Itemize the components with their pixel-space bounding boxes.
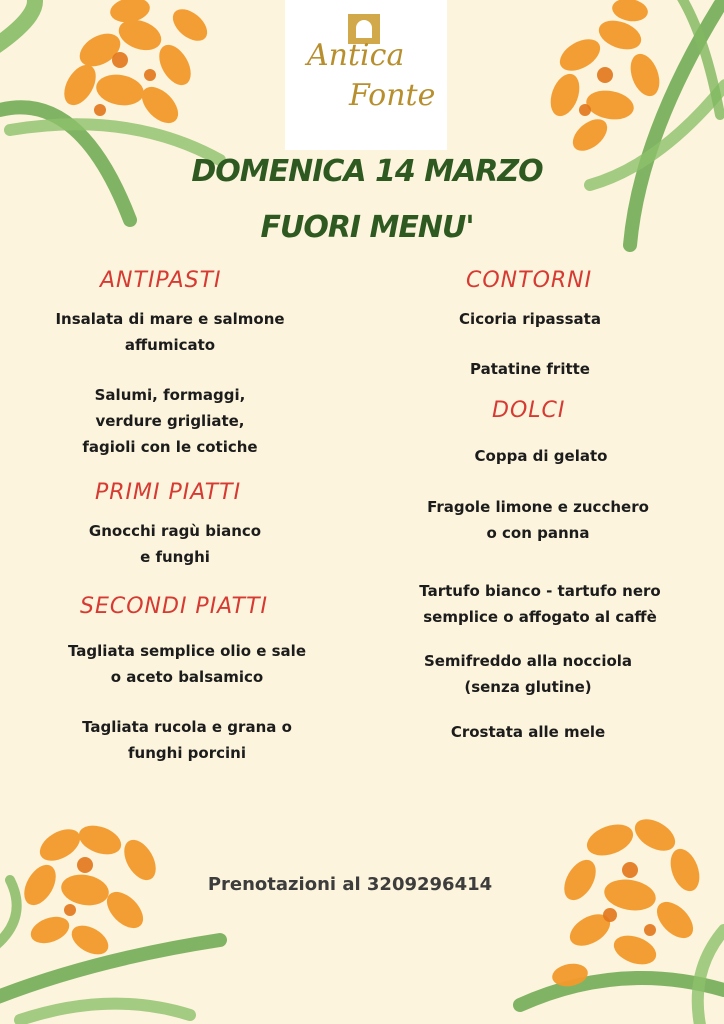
menu-item-line: (senza glutine) bbox=[464, 678, 592, 696]
menu-date-title: DOMENICA 14 MARZO bbox=[191, 154, 543, 189]
menu-item-line: Coppa di gelato bbox=[474, 447, 608, 465]
menu-item-line: Crostata alle mele bbox=[450, 723, 606, 741]
menu-item-line: affumicato bbox=[124, 336, 216, 354]
menu-item bbox=[37, 714, 337, 766]
menu-item-line: fagioli con le cotiche bbox=[82, 438, 258, 456]
section-heading-primi: PRIMI PIATTI bbox=[95, 480, 242, 505]
restaurant-logo bbox=[285, 0, 447, 150]
menu-item bbox=[37, 638, 337, 690]
menu-item bbox=[20, 306, 320, 358]
menu-item-line: Insalata di mare e salmone bbox=[55, 310, 285, 328]
menu-item-line: Cicoria ripassata bbox=[459, 310, 601, 328]
logo-text-line1: Antica bbox=[307, 38, 405, 73]
menu-item-line: e funghi bbox=[140, 548, 210, 566]
menu-item bbox=[390, 578, 690, 630]
menu-item bbox=[391, 443, 691, 469]
section-heading-dolci: DOLCI bbox=[492, 398, 566, 423]
menu-item-line: Fragole limone e zucchero bbox=[427, 498, 649, 516]
menu-item-line: Patatine fritte bbox=[470, 360, 590, 378]
menu-item-line: funghi porcini bbox=[128, 744, 246, 762]
menu-subtitle: FUORI MENU' bbox=[260, 210, 474, 245]
menu-item bbox=[20, 382, 320, 460]
menu-item-line: verdure grigliate, bbox=[95, 412, 245, 430]
menu-item-line: Semifreddo alla nocciola bbox=[423, 652, 633, 670]
menu-item bbox=[25, 518, 325, 570]
menu-item bbox=[388, 494, 688, 546]
menu-item-line: Tagliata rucola e grana o bbox=[82, 718, 292, 736]
flower-decoration-top-left bbox=[0, 0, 230, 240]
section-heading-antipasti: ANTIPASTI bbox=[100, 268, 222, 293]
menu-item-line: semplice o affogato al caffè bbox=[423, 608, 657, 626]
section-heading-secondi: SECONDI PIATTI bbox=[80, 594, 268, 619]
logo-text-line2: Fonte bbox=[349, 78, 436, 113]
menu-item bbox=[378, 719, 678, 745]
flower-decoration-bottom-right bbox=[510, 800, 724, 1024]
menu-item-line: Tartufo bianco - tartufo nero bbox=[419, 582, 661, 600]
flower-decoration-bottom-left bbox=[0, 800, 230, 1024]
menu-item-line: Salumi, formaggi, bbox=[94, 386, 246, 404]
menu-item-line: o con panna bbox=[486, 524, 590, 542]
menu-item bbox=[380, 356, 680, 382]
menu-item bbox=[378, 648, 678, 700]
menu-item-line: o aceto balsamico bbox=[110, 668, 264, 686]
menu-item-line: Tagliata semplice olio e sale bbox=[68, 642, 306, 660]
menu-item-line: Gnocchi ragù bianco bbox=[88, 522, 262, 540]
reservation-phone: Prenotazioni al 3209296414 bbox=[207, 874, 493, 895]
section-heading-contorni: CONTORNI bbox=[466, 268, 593, 293]
menu-item bbox=[380, 306, 680, 332]
